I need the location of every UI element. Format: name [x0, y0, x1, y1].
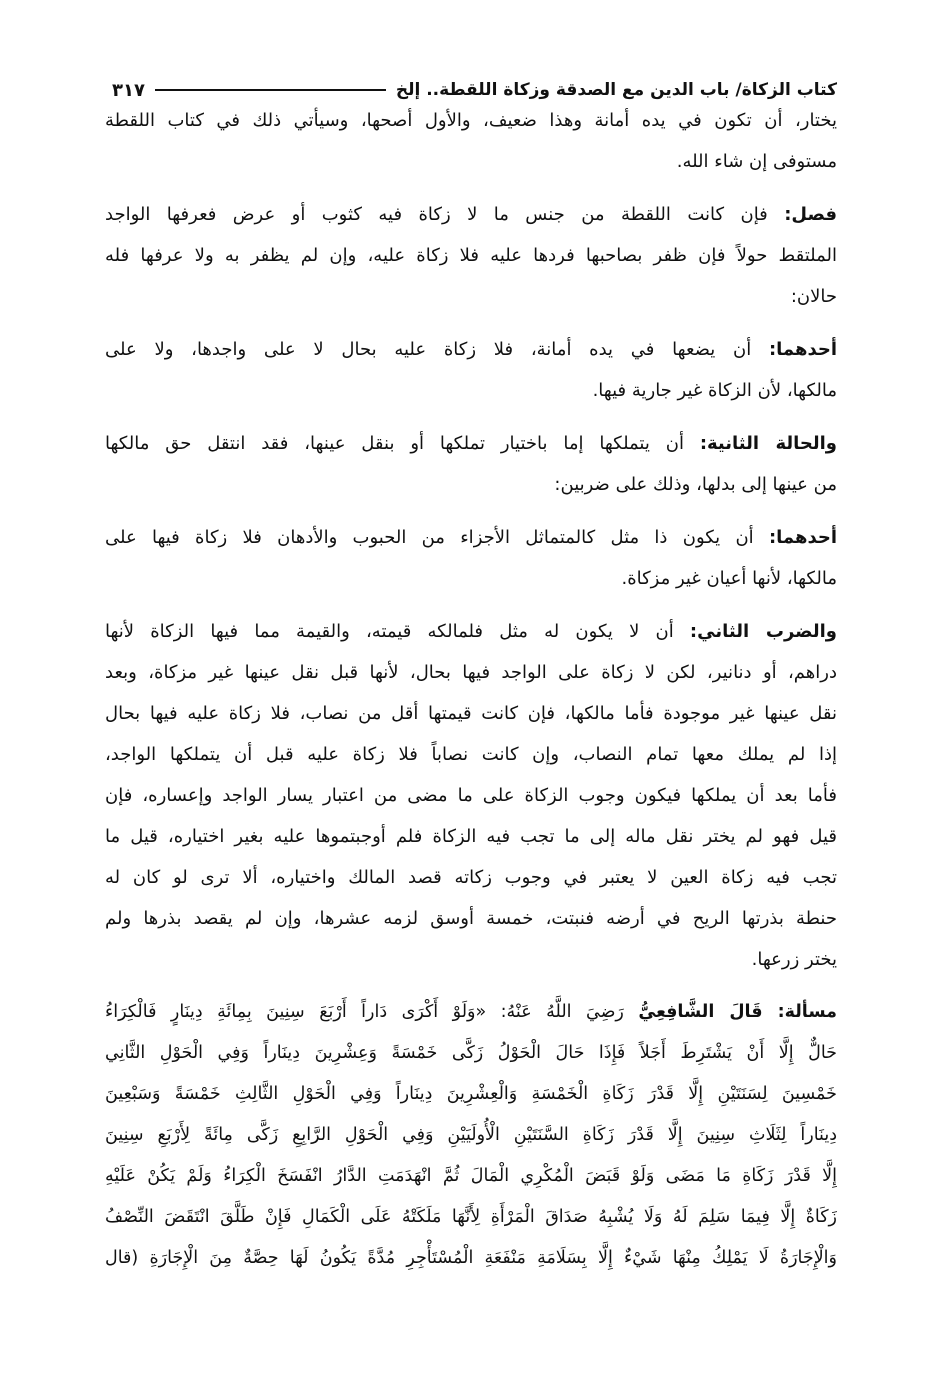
text-line: [105, 558, 837, 599]
running-title: كتاب الزكاة/ باب الدين مع الصدقة وزكاة اللقطة.. إلخ: [395, 80, 837, 100]
line-text: يختار، أن تكون في يده أمانة وهذا ضعيف، والأول أصحها، وسيأتي ذلك في كتاب اللقطة: [105, 110, 837, 131]
text-line: [105, 1033, 837, 1074]
text-line: [105, 194, 837, 235]
line-text: تجب فيه زكاة العين لا يعتبر في وجوب زكاته قصد المالك واختياره، ألا ترى لو كان له: [105, 867, 837, 888]
text-line: [105, 370, 837, 411]
text-line: [105, 1074, 837, 1115]
text-line: [105, 1156, 837, 1197]
line-text: مالكها، لأنها أعيان غير مزكاة.: [621, 568, 837, 589]
paragraph: [105, 992, 837, 1279]
paragraph-lead: والضرب الثاني:: [689, 621, 837, 642]
paragraph-lead: والحالة الثانية:: [699, 433, 837, 454]
text-line: [105, 775, 837, 816]
line-text: إذا لم يملك معها تمام النصاب، وإن كانت نصاباً فلا زكاة عليه قبل أن يتملكها الواجد،: [105, 744, 837, 765]
text-line: [105, 423, 837, 464]
text-line: [105, 734, 837, 775]
text-line: [105, 141, 837, 182]
line-text: يختر زرعها.: [751, 949, 837, 970]
paragraph: [105, 517, 837, 599]
line-text: أن يتملكها إما باختيار تملكها أو بنقل عينها، فقد انتقل حق مالكها: [105, 433, 700, 454]
paragraph: [105, 611, 837, 980]
page-body: [105, 100, 837, 1291]
text-line: [105, 939, 837, 980]
line-text: حالان:: [790, 286, 837, 307]
line-text: رَضِيَ اللَّهُ عَنْهُ: «وَلَوْ أَكْرَى دَاراً أَرْبَعَ سِنِينَ بِمِائَةِ دِينَارٍ فَالْكِرَاءُ: [105, 1002, 639, 1022]
text-line: [105, 517, 837, 558]
line-text: خَمْسِينَ لِسَنَتَيْنِ إِلَّا قَدْرَ زَكَاةِ الْخَمْسَةِ وَالْعِشْرِينَ دِينَاراً وَفِي الْحَوْلِ الثَّالِثِ خَمْسَةً وَسَبْعِينَ: [105, 1084, 837, 1104]
paragraph: [105, 423, 837, 505]
paragraph: [105, 100, 837, 182]
line-text: وَالْإِجَارَةُ لَا يَمْلِكُ مِنْهَا شَيْءٌ إِلَّا بِسَلَامَةِ مَنْفَعَةِ الْمُسْتَأْجِرِ مُدَّةً يَكُونُ لَهَا حِصَّةٌ مِنَ الْإِجَارَةِ (قال: [105, 1248, 837, 1268]
text-line: [105, 857, 837, 898]
line-text: دِينَاراً لِثَلَاثِ سِنِينَ إِلَّا قَدْرَ زَكَاةِ السَّنَتَيْنِ الْأُولَيَيْنِ وَفِي الْحَوْلِ الرَّابِعِ زَكَّى مِائَةً لِأَرْبَعِ سِنِينَ: [105, 1125, 837, 1145]
line-text: حنطة بذرتها الريح في أرضه فنبتت، خمسة أوسق لزمه عشرها، وإن لم يقصد بذرها ولم: [105, 908, 837, 929]
paragraph: [105, 194, 837, 317]
line-text: قيل فهو لم يختر نقل ماله إلى ما تجب فيه الزكاة فلم أوجبتموها عليه بغير اختياره، قيل ما: [105, 826, 837, 847]
line-text: حَالٌّ إِلَّا أَنْ يَشْتَرِطَ أَجَلاً فَإِذَا حَالَ الْحَوْلُ زَكَّى خَمْسَةً وَعِشْرِينَ دِينَاراً وَفِي الْحَوْلِ الثَّانِي: [105, 1043, 837, 1063]
text-line: [105, 992, 837, 1033]
text-line: [105, 1115, 837, 1156]
text-line: [105, 693, 837, 734]
page-number: ٣١٧: [112, 79, 145, 101]
line-text: زَكَاةٌ إِلَّا فِيمَا سَلِمَ لَهُ وَلَا يُشْبِهُ صَدَاقَ الْمَرْأَةِ لِأَنَّهَا مَلَكَتْهُ عَلَى الْكَمَالِ فَإِنْ طَلَّقَ انْتَقَضَ النِّصْفُ: [105, 1207, 837, 1227]
header-rule: [155, 89, 386, 91]
line-text: نقل عينها غير موجودة فأما مالكها، فإن كانت قيمتها أقل من نصاب، فلا زكاة عليه فيها بحال: [105, 703, 837, 724]
text-line: [105, 329, 837, 370]
line-text: مالكها، لأن الزكاة غير جارية فيها.: [592, 380, 837, 401]
text-line: [105, 1238, 837, 1279]
text-line: [105, 1197, 837, 1238]
paragraph-lead: أحدهما:: [768, 339, 837, 360]
line-text: دراهم، أو دنانير، لكن لا زكاة على الواجد فيها بحال، لأنها قبل نقل عينها غير مزكاة، وبعد: [105, 662, 837, 683]
text-line: [105, 652, 837, 693]
text-line: [105, 235, 837, 276]
paragraph-lead: فصل:: [784, 204, 837, 225]
line-text: إِلَّا قَدْرَ زَكَاةِ مَا مَضَى وَلَوْ قَبَضَ الْمُكْرِي الْمَالَ ثُمَّ انْهَدَمَتِ الدَّارُ انْفَسَخَ الْكِرَاءُ وَلَمْ يَكُنْ عَلَيْهِ: [105, 1166, 837, 1186]
text-line: [105, 464, 837, 505]
line-text: الملتقط حولاً فإن ظفر بصاحبها فردها عليه فلا زكاة عليه، وإن لم يظفر به ولا عرفها فله: [105, 245, 837, 266]
paragraph-lead: مسألة: قَالَ الشَّافِعِيُّ: [638, 1002, 837, 1022]
line-text: من عينها إلى بدلها، وذلك على ضربين:: [554, 474, 837, 495]
paragraph-lead: أحدهما:: [768, 527, 837, 548]
line-text: أن لا يكون له مثل فلمالكه قيمته، والقيمة مما فيها الزكاة لأنها: [105, 621, 690, 642]
text-line: [105, 611, 837, 652]
text-line: [105, 100, 837, 141]
text-line: [105, 816, 837, 857]
line-text: أن يضعها في يده أمانة، فلا زكاة عليه بحال لا على واجدها، ولا على: [105, 339, 769, 360]
line-text: أن يكون ذا مثل كالمتماثل الأجزاء من الحبوب والأدهان فلا زكاة فيها على: [105, 527, 769, 548]
text-line: [105, 898, 837, 939]
paragraph: [105, 329, 837, 411]
line-text: فأما بعد أن يملكها فيكون وجوب الزكاة على ما مضى من اعتبار يسار الواجد وإعساره، فإن: [105, 785, 837, 806]
text-line: [105, 276, 837, 317]
line-text: فإن كانت اللقطة من جنس ما لا زكاة فيه كثوب أو عرض فعرفها الواجد: [105, 204, 785, 225]
line-text: مستوفى إن شاء الله.: [676, 151, 837, 172]
